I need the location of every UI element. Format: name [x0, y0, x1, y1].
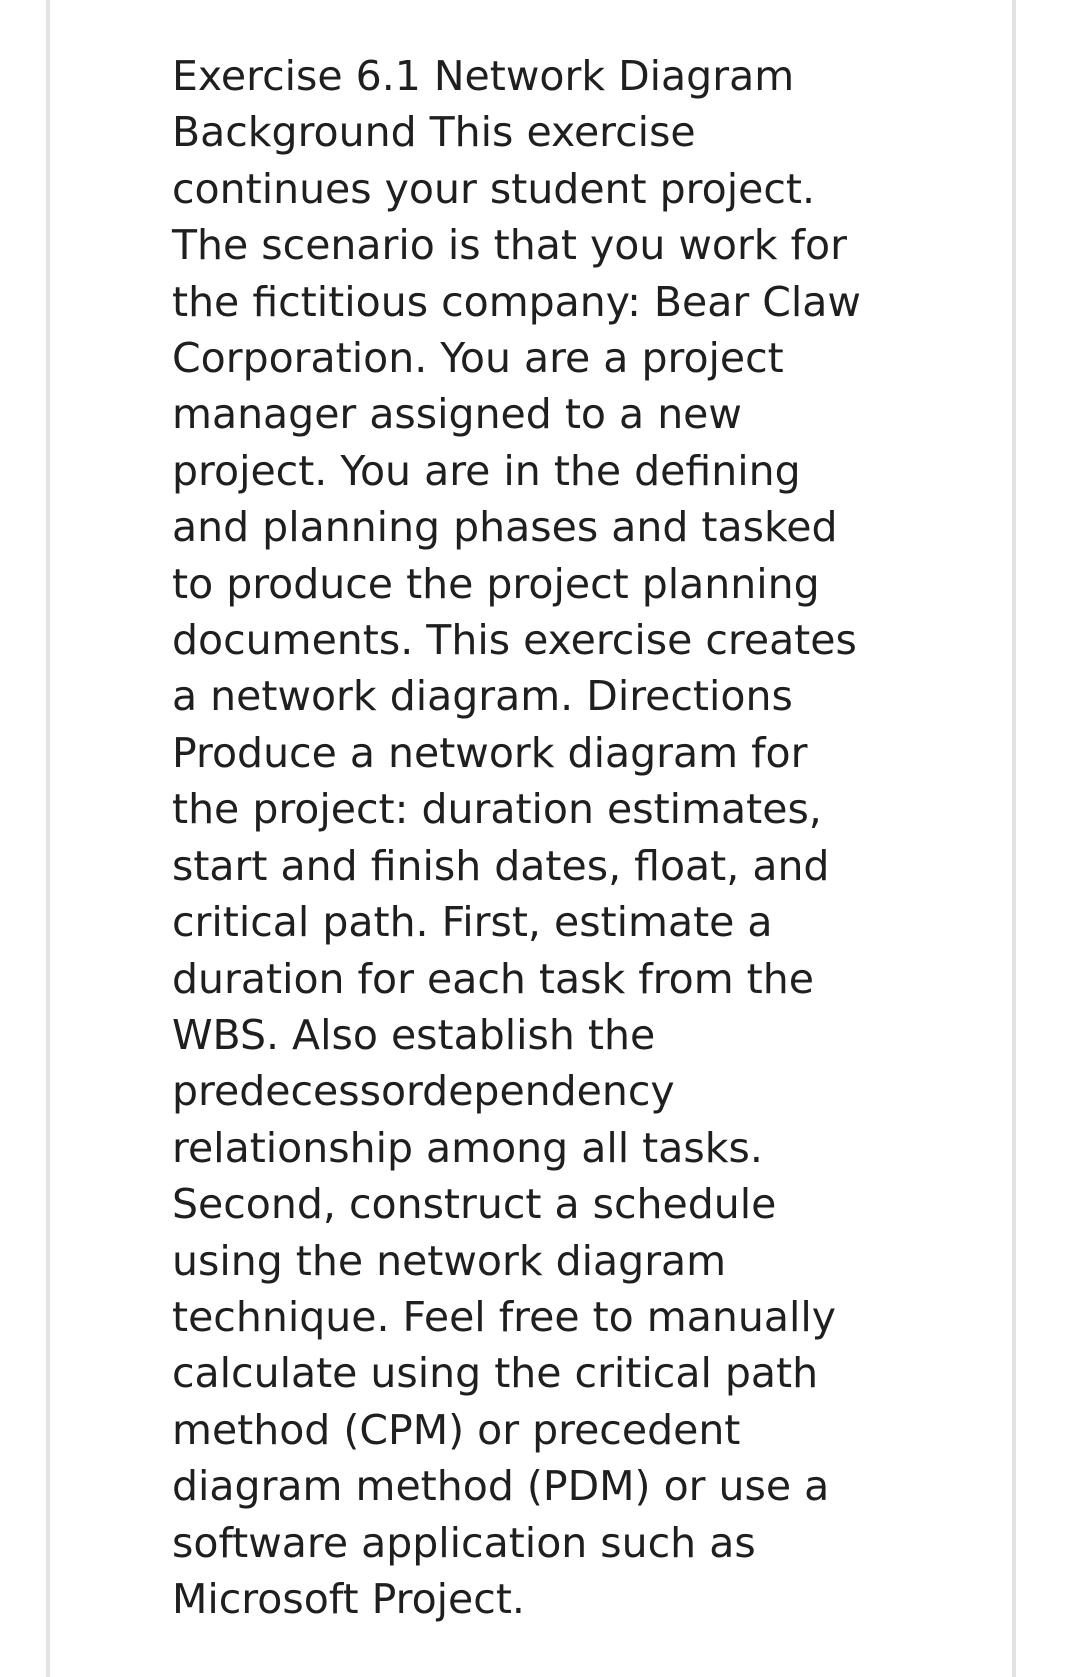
- text-line: a network diagram. Directions: [172, 672, 793, 721]
- text-line: Corporation. You are a project: [172, 334, 784, 383]
- text-line: and planning phases and tasked: [172, 503, 838, 552]
- text-line: using the network diagram: [172, 1236, 727, 1285]
- text-line: Produce a network diagram for: [172, 728, 808, 777]
- text-line: software application such as: [172, 1518, 756, 1567]
- text-line: diagram method (PDM) or use a: [172, 1462, 830, 1511]
- text-line: The scenario is that you work for: [172, 221, 847, 270]
- text-line: Microsoft Project.: [172, 1574, 525, 1623]
- text-line: the fictitious company: Bear Claw: [172, 277, 861, 326]
- text-line: WBS. Also establish the: [172, 1010, 656, 1059]
- text-line: continues your student project.: [172, 164, 815, 213]
- text-line: Exercise 6.1 Network Diagram: [172, 52, 795, 100]
- exercise-text: [172, 48, 892, 1627]
- text-line: predecessordependency: [172, 1067, 675, 1116]
- text-line: start and finish dates, float, and: [172, 841, 830, 890]
- text-line: critical path. First, estimate a: [172, 898, 773, 947]
- text-line: project. You are in the defining: [172, 446, 801, 495]
- text-line: documents. This exercise creates: [172, 616, 857, 665]
- text-line: duration for each task from the: [172, 954, 814, 1003]
- text-line: calculate using the critical path: [172, 1349, 819, 1398]
- text-line: manager assigned to a new: [172, 390, 742, 439]
- text-line: Background This exercise: [172, 108, 696, 157]
- text-line: method (CPM) or precedent: [172, 1405, 741, 1454]
- text-line: the project: duration estimates,: [172, 785, 822, 834]
- text-line: technique. Feel free to manually: [172, 1292, 836, 1341]
- text-line: to produce the project planning: [172, 559, 820, 608]
- text-line: relationship among all tasks.: [172, 1123, 763, 1172]
- text-line: Second, construct a schedule: [172, 1180, 777, 1229]
